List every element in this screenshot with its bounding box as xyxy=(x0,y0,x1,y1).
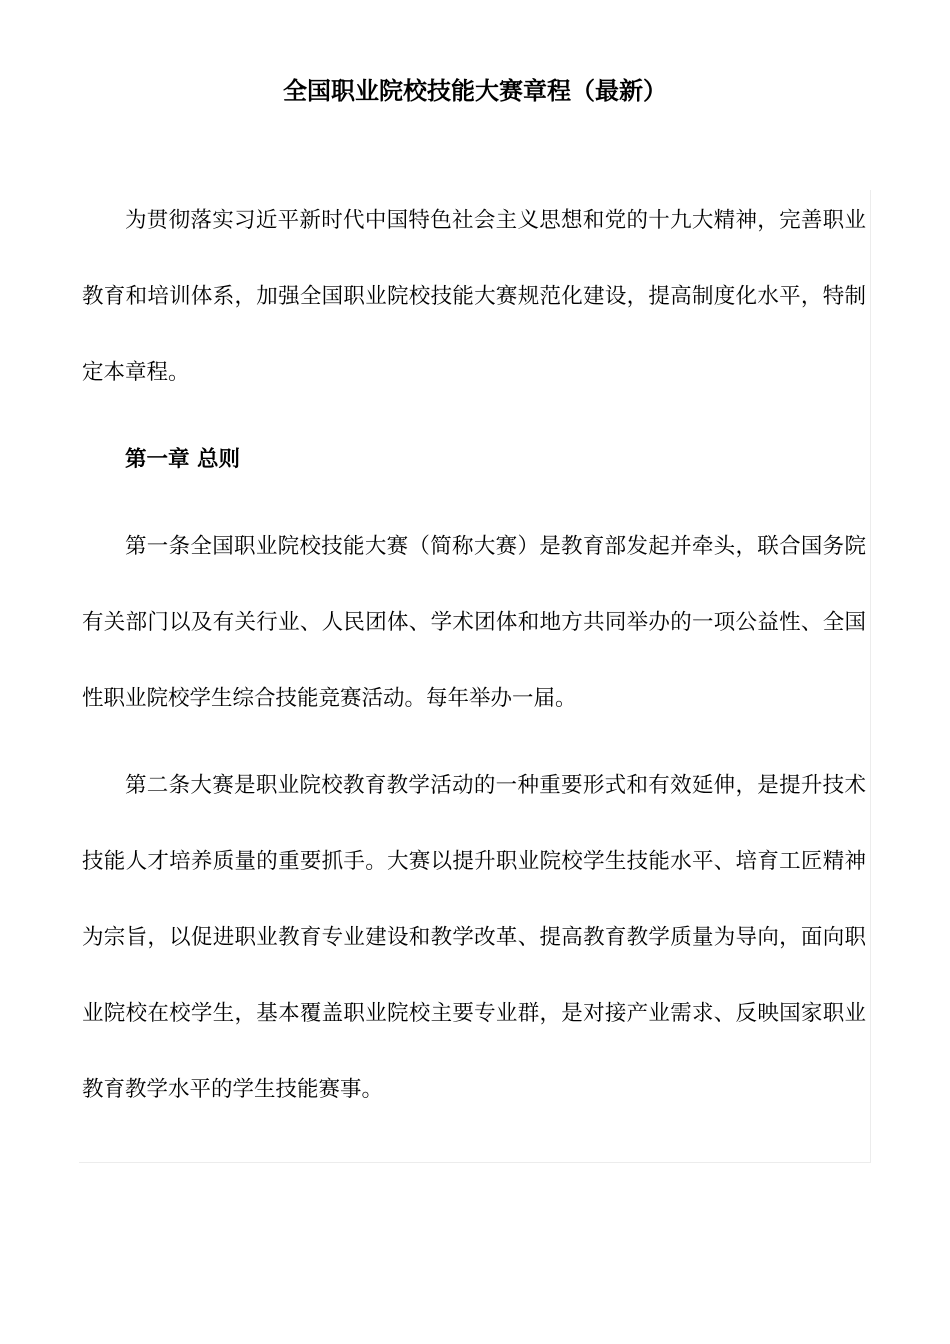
document-body xyxy=(82,183,866,1139)
document-title: 全国职业院校技能大赛章程（最新） xyxy=(283,77,667,105)
article-2-paragraph: 第二条大赛是职业院校教育教学活动的一种重要形式和有效延伸，是提升技术技能人才培养质量的重要抓手。大赛以提升职业院校学生技能水平、培育工匠精神为宗旨，以促进职业教育专业建设和教学改革、提高教育教学质量为导向，面向职业院校在校学生，基本覆盖职业院校主要专业群，是对接产业需求、反映国家职业教育教学水平的学生技能赛事。 xyxy=(82,773,866,1102)
intro-paragraph: 为贯彻落实习近平新时代中国特色社会主义思想和党的十九大精神，完善职业教育和培训体系，加强全国职业院校技能大赛规范化建设，提高制度化水平，特制定本章程。 xyxy=(82,208,866,385)
chapter-heading: 第一章 总则 xyxy=(125,447,240,472)
article-1-paragraph: 第一条全国职业院校技能大赛（简称大赛）是教育部发起并牵头，联合国务院有关部门以及有关行业、人民团体、学术团体和地方共同举办的一项公益性、全国性职业院校学生综合技能竞赛活动。每年举办一届。 xyxy=(82,534,866,711)
